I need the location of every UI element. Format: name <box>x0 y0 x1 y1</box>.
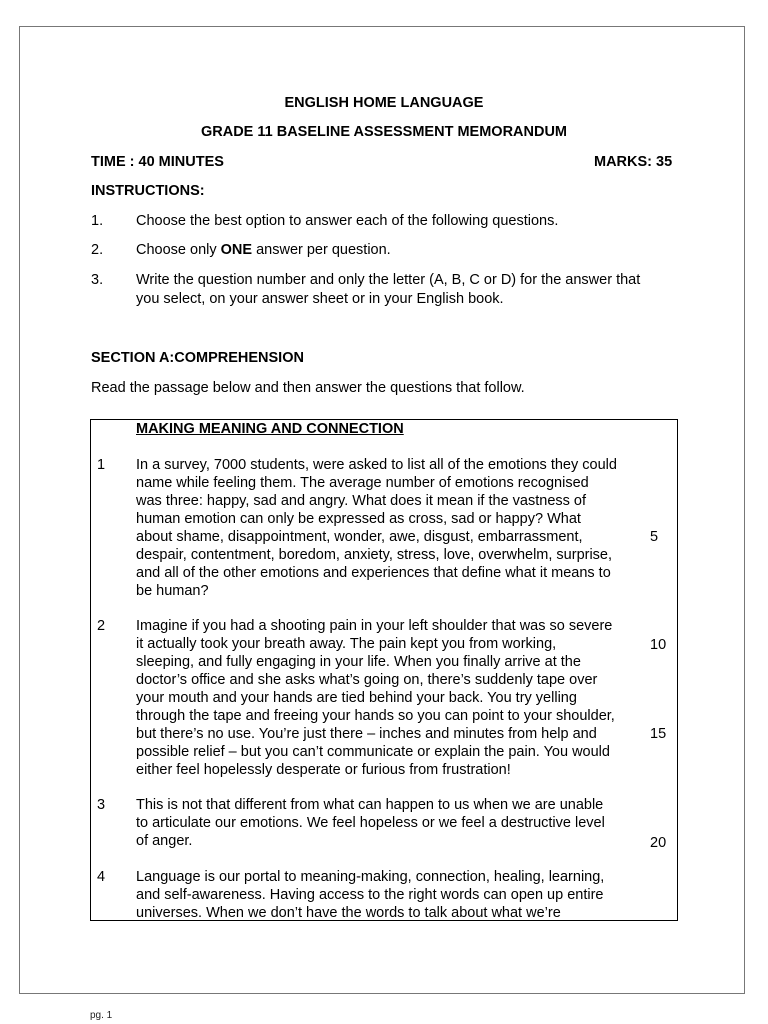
passage-line: Imagine if you had a shooting pain in your left shoulder that was so severe <box>136 618 613 634</box>
passage-line: through the tape and freeing your hands so you can point to your shoulder, <box>136 708 615 724</box>
line-number: 5 <box>650 529 659 545</box>
passage-line: was three: happy, sad and angry. What does it mean if the vastness of <box>136 493 587 509</box>
paragraph-3 <box>136 796 646 850</box>
passage-line: sleeping, and fully engaging in your life. When you finally arrive at the <box>136 654 581 670</box>
passage-line: possible relief – but you can’t communicate or explain the pain. You would <box>136 744 610 760</box>
line-number: 15 <box>650 726 667 742</box>
paragraph-1 <box>136 456 646 600</box>
instruction-emphasis: ONE <box>220 242 253 258</box>
paragraph-number: 4 <box>97 869 106 885</box>
passage-line: but there’s no use. You’re just there – inches and minutes from help and <box>136 726 597 742</box>
passage-line: either feel hopelessly desperate or furious from frustration! <box>136 762 511 778</box>
document-title: GRADE 11 BASELINE ASSESSMENT MEMORANDUM <box>200 124 568 140</box>
passage-line: be human? <box>136 583 209 599</box>
passage-line: doctor’s office and she asks what’s going on, there’s suddenly tape over <box>136 672 598 688</box>
page-number: pg. 1 <box>90 1010 113 1021</box>
line-number: 20 <box>650 835 667 851</box>
marks-label: MARKS: 35 <box>594 154 673 170</box>
paragraph-4 <box>136 868 646 922</box>
instruction-text-part: answer per question. <box>252 242 391 258</box>
instruction-text-part: Choose only <box>136 242 221 258</box>
passage-line: of anger. <box>136 833 193 849</box>
passage-line: Language is our portal to meaning-making, connection, healing, learning, <box>136 869 605 885</box>
instructions-heading: INSTRUCTIONS: <box>91 183 205 199</box>
passage-line: This is not that different from what can happen to us when we are unable <box>136 797 604 813</box>
paragraph-2 <box>136 617 646 779</box>
paragraph-number: 3 <box>97 797 106 813</box>
instruction-number: 1. <box>91 213 104 229</box>
instruction-text: Write the question number and only the letter (A, B, C or D) for the answer that <box>136 272 641 288</box>
passage-line: despair, contentment, boredom, anxiety, stress, love, overwhelm, surprise, <box>136 547 613 563</box>
passage-line: it actually took your breath away. The pain kept you from working, <box>136 636 557 652</box>
section-intro: Read the passage below and then answer the questions that follow. <box>91 380 525 396</box>
passage-line: human emotion can only be expressed as cross, sad or happy? What <box>136 511 581 527</box>
passage-line: universes. When we don’t have the words to talk about what we’re <box>136 905 561 921</box>
instruction-text: you select, on your answer sheet or in your English book. <box>136 291 504 307</box>
passage-line: to articulate our emotions. We feel hopeless or we feel a destructive level <box>136 815 605 831</box>
passage-line: In a survey, 7000 students, were asked to list all of the emotions they could <box>136 457 617 473</box>
paragraph-number: 2 <box>97 618 106 634</box>
line-number: 10 <box>650 637 667 653</box>
time-label: TIME : 40 MINUTES <box>91 154 224 170</box>
instruction-text <box>136 241 391 259</box>
passage-line: and self-awareness. Having access to the right words can open up entire <box>136 887 604 903</box>
passage-line: your mouth and your hands are tied behind your back. You try yelling <box>136 690 577 706</box>
passage-line: about shame, disappointment, wonder, awe, disgust, embarrassment, <box>136 529 583 545</box>
passage-line: name while feeling them. The average number of emotions recognised <box>136 475 589 491</box>
instruction-number: 2. <box>91 242 104 258</box>
paragraph-number: 1 <box>97 457 106 473</box>
section-heading: SECTION A:COMPREHENSION <box>91 350 304 366</box>
instruction-text: Choose the best option to answer each of the following questions. <box>136 213 559 229</box>
instruction-number: 3. <box>91 272 104 288</box>
subject-heading: ENGLISH HOME LANGUAGE <box>284 95 484 111</box>
passage-title: MAKING MEANING AND CONNECTION <box>136 421 404 437</box>
passage-line: and all of the other emotions and experiences that define what it means to <box>136 565 611 581</box>
